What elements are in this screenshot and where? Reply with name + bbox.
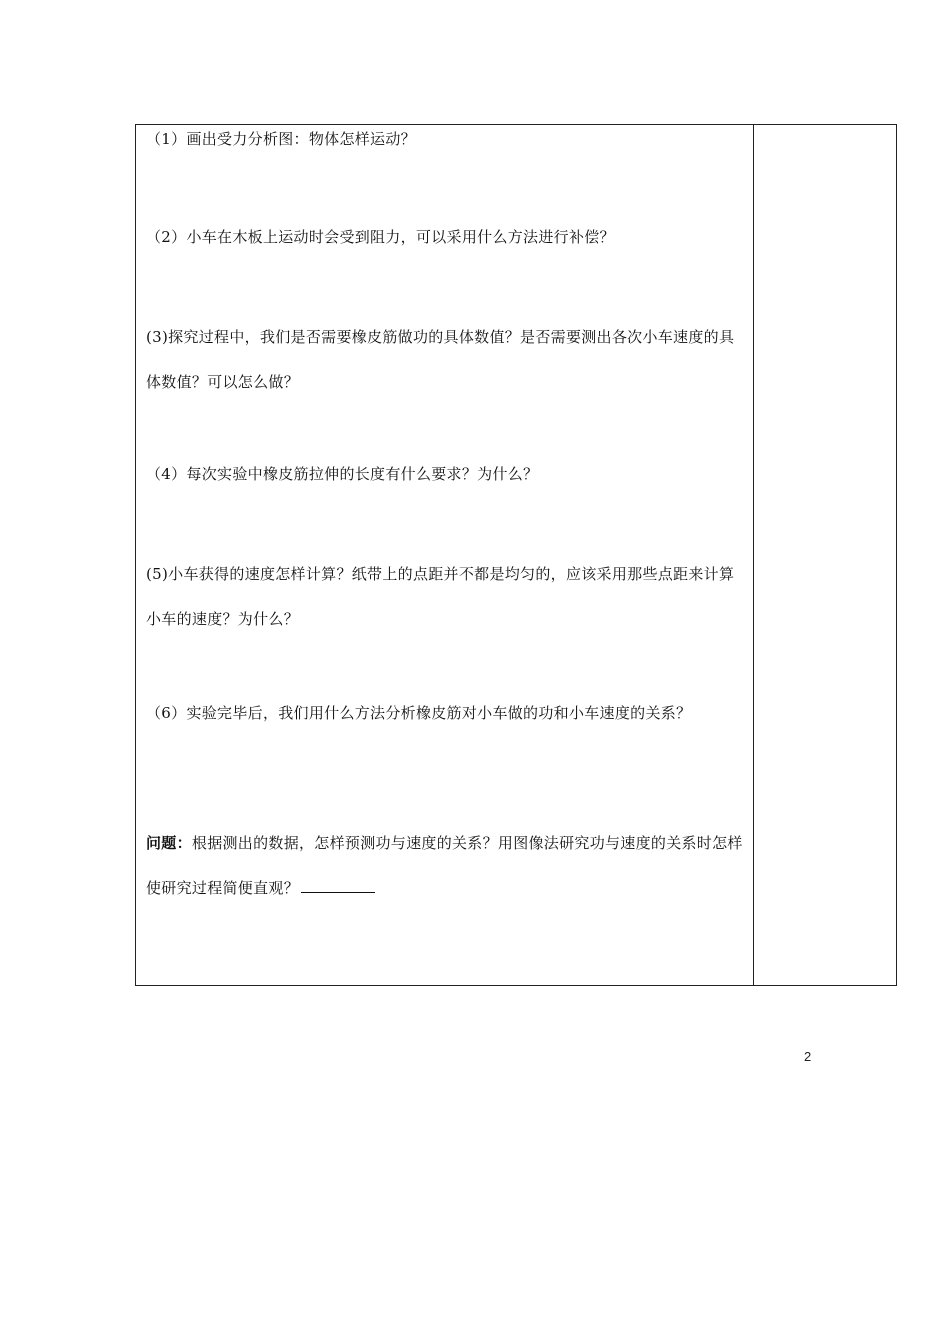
page-number: 2 bbox=[804, 1049, 812, 1064]
question-2: （2）小车在木板上运动时会受到阻力，可以采用什么方法进行补偿？ bbox=[146, 228, 615, 246]
problem-label: 问题： bbox=[146, 834, 192, 852]
question-4: （4）每次实验中橡皮筋拉伸的长度有什么要求？为什么？ bbox=[146, 465, 539, 483]
notes-cell[interactable] bbox=[754, 125, 896, 985]
question-1: （1）画出受力分析图：物体怎样运动？ bbox=[146, 130, 416, 148]
answer-blank[interactable] bbox=[301, 876, 375, 893]
problem-question bbox=[146, 821, 746, 911]
questions-cell bbox=[136, 125, 753, 985]
question-5: (5)小车获得的速度怎样计算？纸带上的点距并不都是均匀的，应该采用那些点距来计算小车的速度？为什么？ bbox=[146, 565, 735, 628]
problem-text: 根据测出的数据，怎样预测功与速度的关系？用图像法研究功与速度的关系时怎样使研究过程简便直观？ bbox=[146, 834, 743, 897]
question-6: （6）实验完毕后，我们用什么方法分析橡皮筋对小车做的功和小车速度的关系？ bbox=[146, 704, 692, 722]
worksheet-table bbox=[135, 124, 897, 986]
question-3: (3)探究过程中，我们是否需要橡皮筋做功的具体数值？是否需要测出各次小车速度的具体数值？可以怎么做？ bbox=[146, 328, 735, 391]
